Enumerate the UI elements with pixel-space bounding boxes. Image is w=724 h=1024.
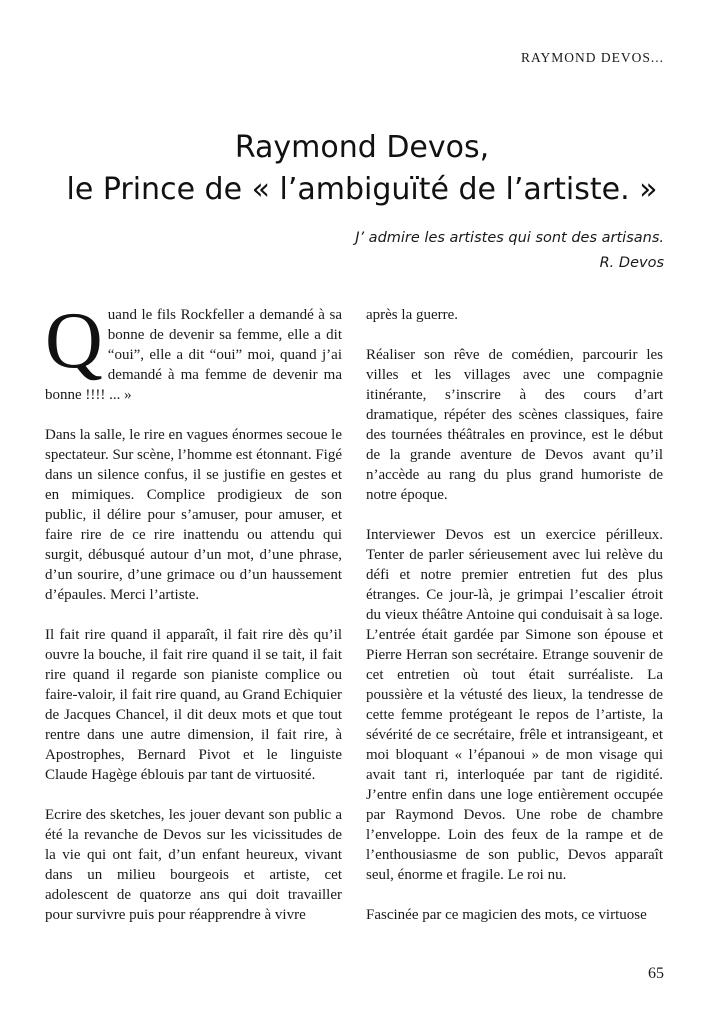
paragraph: Ecrire des sketches, les jouer devant son public a été la revanche de Devos sur les vicissitudes de la vie qui ont fait, d’un enfant heureux, vivant dans un milieu bourgeois et artiste, cet adolescent de quatorze ans qui doit travailler pour survivre puis pour réapprendre à vivre [45,807,342,923]
title-line-1: Raymond Devos, [234,130,490,165]
paragraph: après la guerre. [366,307,459,323]
drop-cap: Q [45,297,103,385]
paragraph: Il fait rire quand il apparaît, il fait rire dès qu’il ouvre la bouche, il fait rire quand il se tait, il fait rire quand il regarde son pianiste complice ou faire-valoir, il fait rire quand, au Grand Echiquier de Jacques Chancel, il dit deux mots et que tout rentre dans une autre dimension, il fait rire, à Apostrophes, Bernard Pivot et le linguiste Claude Hagège éblouis par tant de virtuosité. [45,627,342,783]
epigraph-quote: J’ admire les artistes qui sont des artisans. [355,230,664,246]
running-head: RAYMOND DEVOS... [520,50,664,65]
paragraph: Réaliser son rêve de comédien, parcourir les villes et les villages avec une compagnie itinérante, s’inscrire à des cours d’art dramatique, répéter des scènes classiques, faire des tournées théâtrales en province, est le début de la grande aventure de Devos avant qu’il n’accède au rang du plus grand humoriste de notre époque. [366,347,663,503]
epigraph-author: R. Devos [599,255,664,271]
paragraph: Interviewer Devos est un exercice périlleux. Tenter de parler sérieusement avec lui relève du défi et notre premier entretien fut des plus étranges. Ce jour-là, je grimpai l’escalier étroit du vieux théâtre Antoine qui conduisait à sa loge. L’entrée était gardée par Simone son épouse et Pierre Herran son secrétaire. Etrange souvenir de cet entretien où tout était surréaliste. La poussière et la vétusté des lieux, la tendresse de cette femme protégeant le repos de l’artiste, la sévérité de ce secrétaire, frêle et intransigeant, et moi bloquant « l’épanoui » de mon visage qui avait tant ri, interloquée par tant de rigidité. J’entre enfin dans une loge entièrement occupée par Raymond Devos. Une robe de chambre l’enveloppe. Loin des feux de la rampe et de l’enthousiasme de son public, Devos apparaît seul, énorme et fragile. Le roi nu. [366,527,663,883]
article-title [40,127,684,211]
title-line-2: le Prince de « l’ambiguïté de l’artiste. » [66,172,658,207]
page-number: 65 [648,965,664,982]
epigraph [355,226,664,276]
right-column [366,305,663,945]
paragraph: Fascinée par ce magicien des mots, ce virtuose [366,907,647,923]
paragraph: Dans la salle, le rire en vagues énormes secoue le spectateur. Sur scène, l’homme est étonnant. Figé dans un silence confus, il se justifie en gestes et en mimiques. Complice prodigieux de son public, il délire pour s’amuser, pour amuser, et faire rire de ce rire inattendu ou attendu qui surgit, débusqué autour d’un mot, d’une phrase, d’un sourire, d’une grimace ou d’un haussement d’épaules. Merci l’artiste. [45,427,343,603]
paragraph-text: uand le fils Rockfeller a demandé à sa bonne de devenir sa femme, elle a dit “oui”, elle a dit “oui” moi, quand j’ai demandé à ma femme de devenir ma bonne !!!! ... » [45,307,342,403]
left-column [45,297,343,945]
paragraph [45,297,342,405]
